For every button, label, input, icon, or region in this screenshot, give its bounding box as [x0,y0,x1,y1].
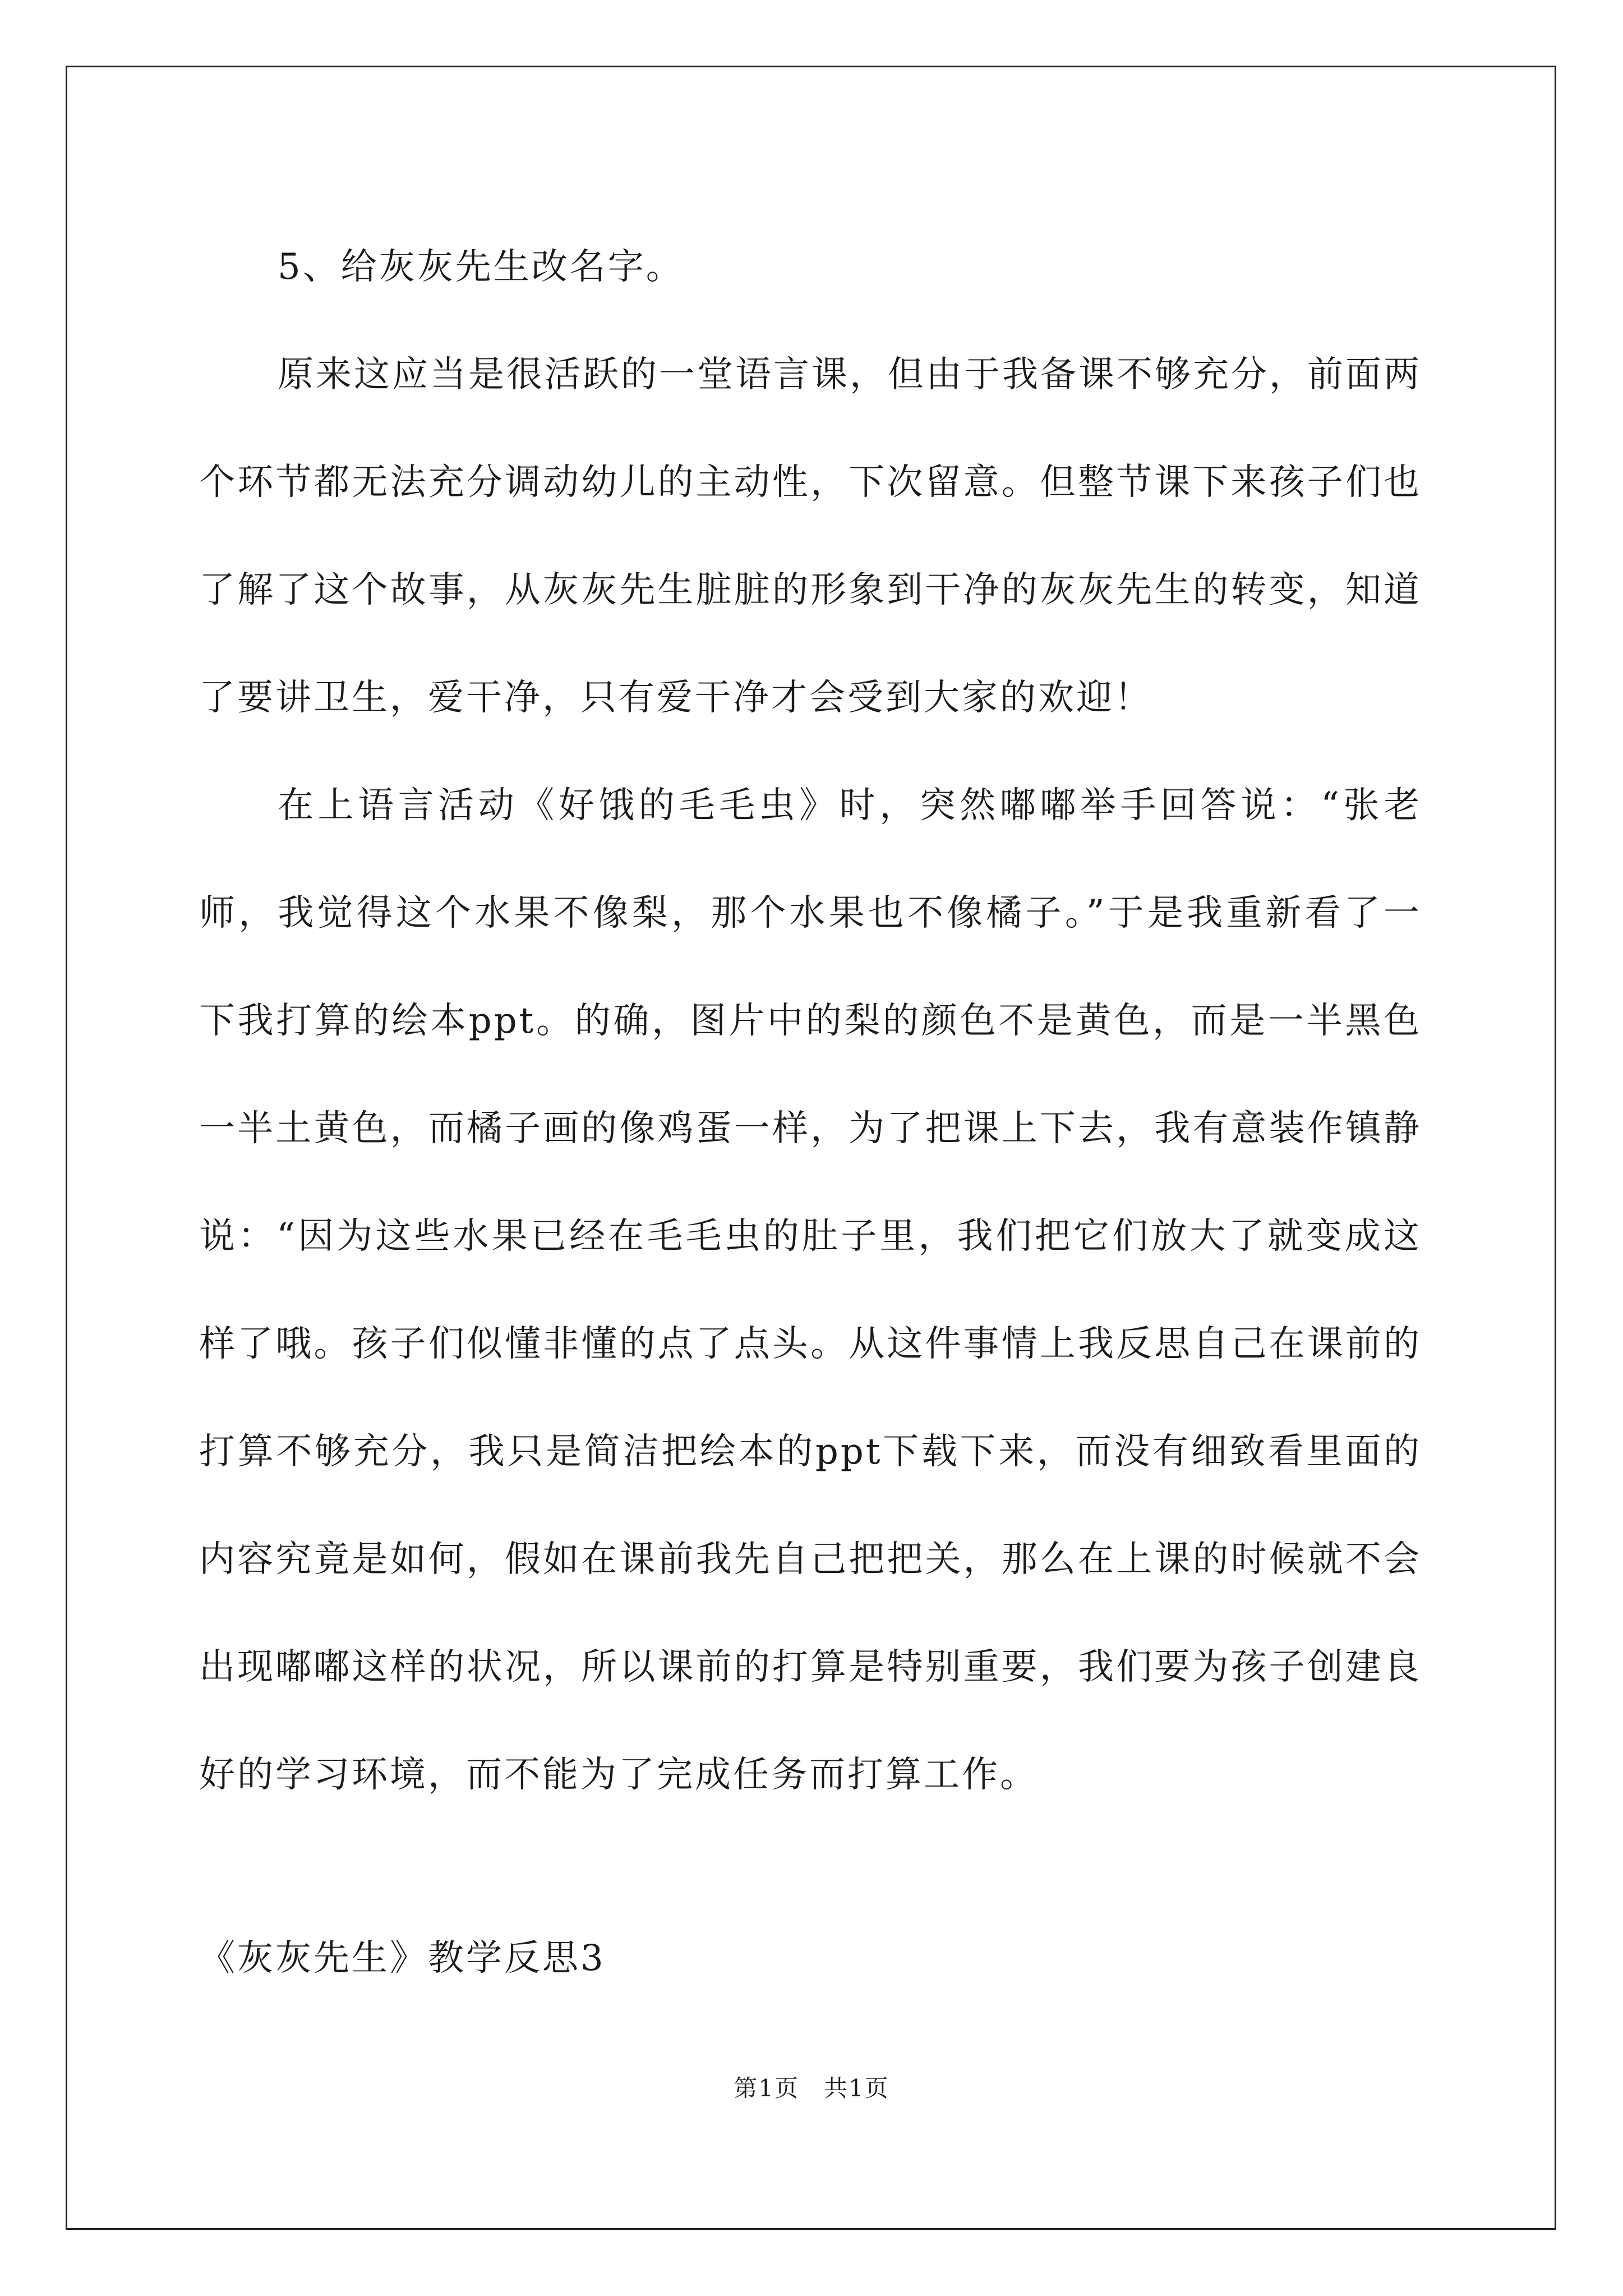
document-body [199,213,1422,1829]
section-heading: 《灰灰先生》教学反思3 [199,1938,606,1979]
paragraph-step-5: 5、给灰灰先生改名字。 [278,246,684,288]
paragraph-reflection-2: 在上语言活动《好饿的毛毛虫》时，突然嘟嘟举手回答说：“张老师，我觉得这个水果不像梨，那个水果也不像橘子。”于是我重新看了一下我打算的绘本ppt。的确，图片中的梨的颜色不是黄色，而是一半黑色一半土黄色，而橘子画的像鸡蛋一样，为了把课上下去，我有意装作镇静说：“因为这些水果已经在毛毛虫的肚子里，我们把它们放大了就变成这样了哦。孩子们似懂非懂的点了点头。从这件事情上我反思自己在课前的打算不够充分，我只是简洁把绘本的ppt下载下来，而没有细致看里面的内容究竟是如何，假如在课前我先自己把把关，那么在上课的时候就不会出现嘟嘟这样的状况，所以课前的打算是特别重要，我们要为孩子创建良好的学习环境，而不能为了完成任务而打算工作。 [199,785,1422,1796]
paragraph-reflection-1: 原来这应当是很活跃的一堂语言课，但由于我备课不够充分，前面两个环节都无法充分调动幼儿的主动性，下次留意。但整节课下来孩子们也了解了这个故事，从灰灰先生脏脏的形象到干净的灰灰先生的转变，知道了要讲卫生，爱干净，只有爱干净才会受到大家的欢迎！ [199,354,1422,719]
page-number-footer: 第1页 共1页 [734,2074,889,2102]
